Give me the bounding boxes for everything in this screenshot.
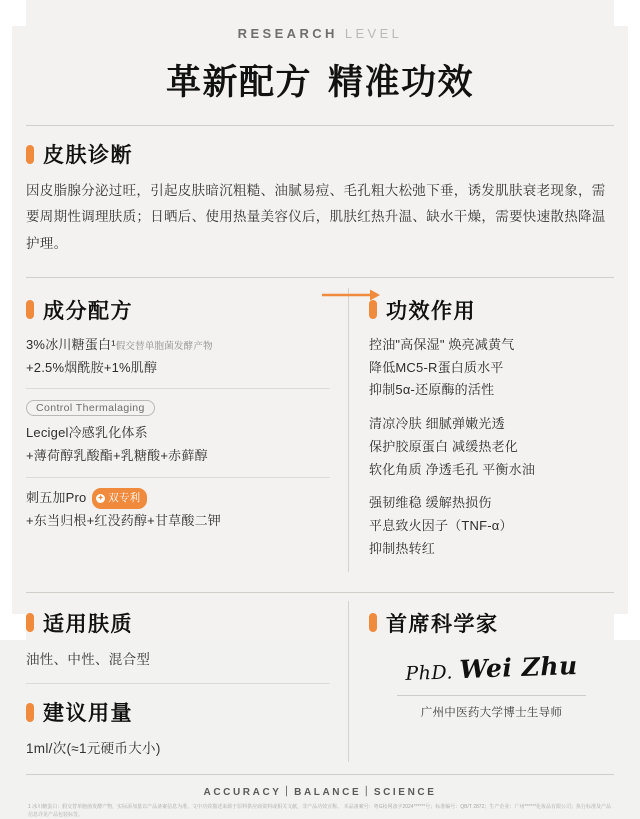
usage-column xyxy=(26,595,348,763)
effect-line: 抑制5α-还原酶的活性 xyxy=(369,382,495,398)
formula-line-5 xyxy=(26,487,330,510)
effects-group xyxy=(369,492,614,560)
formula-title: 成分配方 xyxy=(43,298,133,323)
badge-label: 双专利 xyxy=(108,492,141,505)
signature-prefix: PhD. xyxy=(405,661,454,685)
effects-group xyxy=(369,334,614,402)
effect-line: 控油"高保湿" 焕亮减黄气 xyxy=(369,336,515,352)
formula-patent-name: 刺五加Pro xyxy=(26,489,87,505)
eyebrow xyxy=(26,0,614,41)
dosage-body: 1ml/次(≈1元硬币大小) xyxy=(26,741,161,756)
left-margin xyxy=(0,0,12,640)
effects-column xyxy=(349,282,614,572)
formula-divider-2 xyxy=(26,477,330,478)
right-margin xyxy=(628,0,640,640)
pill-icon xyxy=(369,613,377,632)
section-heading-skin-type xyxy=(26,608,330,638)
footer-tagline: ACCURACY｜BALANCE｜SCIENCE xyxy=(203,787,437,799)
formula-line-3: Lecigel冷感乳化体系 xyxy=(26,425,148,441)
corner-top-left xyxy=(0,0,26,26)
effect-line: 保护胶原蛋白 减缓热老化 xyxy=(369,438,519,454)
bottom-columns xyxy=(26,595,614,763)
formula-effects-columns xyxy=(26,282,614,572)
signature-name: Wei Zhu xyxy=(458,650,579,684)
divider-bottom xyxy=(26,592,614,593)
headline-part-a: 革新配方 xyxy=(165,63,312,103)
badge-dot-icon: ✦ xyxy=(97,495,104,502)
section-heading-effects xyxy=(369,295,614,325)
eyebrow-rest: LEVEL xyxy=(337,26,403,41)
section-heading-scientist xyxy=(369,608,614,638)
usage-divider xyxy=(26,683,330,684)
pill-icon xyxy=(369,300,377,319)
formula-line-2: +2.5%烟酰胺+1%肌醇 xyxy=(26,359,158,375)
footer-disclaimer: 1 冰川糖蛋白：假交替单胞菌发酵产物，实际添加量以产品备案信息为准。文中功效描述来源于原料供应商资料或相关文献，非产品功效宣称。 本品备案号：粤G妆网备字2024******号；标准编号：QB/T 2872；生产企业：广州******化妆品有限公司；执行标准及产品信息详见产品包装标签。 xyxy=(28,804,612,818)
effect-line: 降低MC5-R蛋白质水平 xyxy=(369,359,504,375)
formula-divider-1 xyxy=(26,388,330,389)
effect-line: 强韧维稳 缓解热损伤 xyxy=(369,495,492,511)
section-heading-diagnosis xyxy=(26,139,614,169)
effects-title: 功效作用 xyxy=(386,298,476,323)
signature-rule xyxy=(397,695,586,696)
headline-part-b: 精准功效 xyxy=(328,63,475,103)
effect-line: 清凉冷肤 细腻弹嫩光透 xyxy=(369,416,505,432)
page-title xyxy=(26,55,614,105)
diagnosis-title: 皮肤诊断 xyxy=(43,143,133,167)
effect-line: 抑制热转红 xyxy=(369,540,436,556)
skin-type-title: 适用肤质 xyxy=(43,611,133,636)
pill-icon xyxy=(26,613,34,632)
scientist-column xyxy=(349,595,614,763)
corner-top-right xyxy=(614,0,640,26)
formula-tag: Control Thermalaging xyxy=(26,400,155,416)
corner-bottom-right xyxy=(614,614,640,640)
signature xyxy=(369,649,615,687)
effect-line: 平息致火因子（TNF-α） xyxy=(369,518,513,534)
pill-icon xyxy=(26,300,34,319)
scientist-title: 首席科学家 xyxy=(386,611,499,636)
diagnosis-body: 因皮脂腺分泌过旺，引起皮肤暗沉粗糙、油腻易痘、毛孔粗大松弛下垂，诱发肌肤衰老现象，需要周期性调理肤质；日晒后、使用热量美容仪后，肌肤红热升温、缺水干燥，需要快速散热降温护理。 xyxy=(26,183,606,251)
eyebrow-highlight: RESEARCH xyxy=(237,26,338,41)
effects-group xyxy=(369,413,614,481)
dual-patent-badge xyxy=(92,488,147,508)
formula-ingredient-main: 3%冰川糖蛋白¹ xyxy=(26,336,116,352)
pill-icon xyxy=(26,145,34,164)
section-heading-formula xyxy=(26,295,330,325)
formula-line-1 xyxy=(26,334,330,357)
formula-line-4: +薄荷醇乳酸酯+乳糖酸+赤藓醇 xyxy=(26,448,208,464)
divider-top xyxy=(26,125,614,126)
formula-line-6: +东当归根+红没药醇+甘草酸二钾 xyxy=(26,512,221,528)
pill-icon xyxy=(26,703,34,722)
effect-line: 软化角质 净透毛孔 平衡水油 xyxy=(369,461,536,477)
scientist-caption: 广州中医药大学博士生导师 xyxy=(420,706,563,719)
skin-type-body: 油性、中性、混合型 xyxy=(26,651,151,667)
section-heading-dosage xyxy=(26,697,330,727)
divider-mid xyxy=(26,277,614,278)
formula-column xyxy=(26,282,348,572)
corner-bottom-left xyxy=(0,614,26,640)
dosage-title: 建议用量 xyxy=(43,701,133,725)
formula-ingredient-note: 假交替单胞菌发酵产物 xyxy=(115,340,213,352)
